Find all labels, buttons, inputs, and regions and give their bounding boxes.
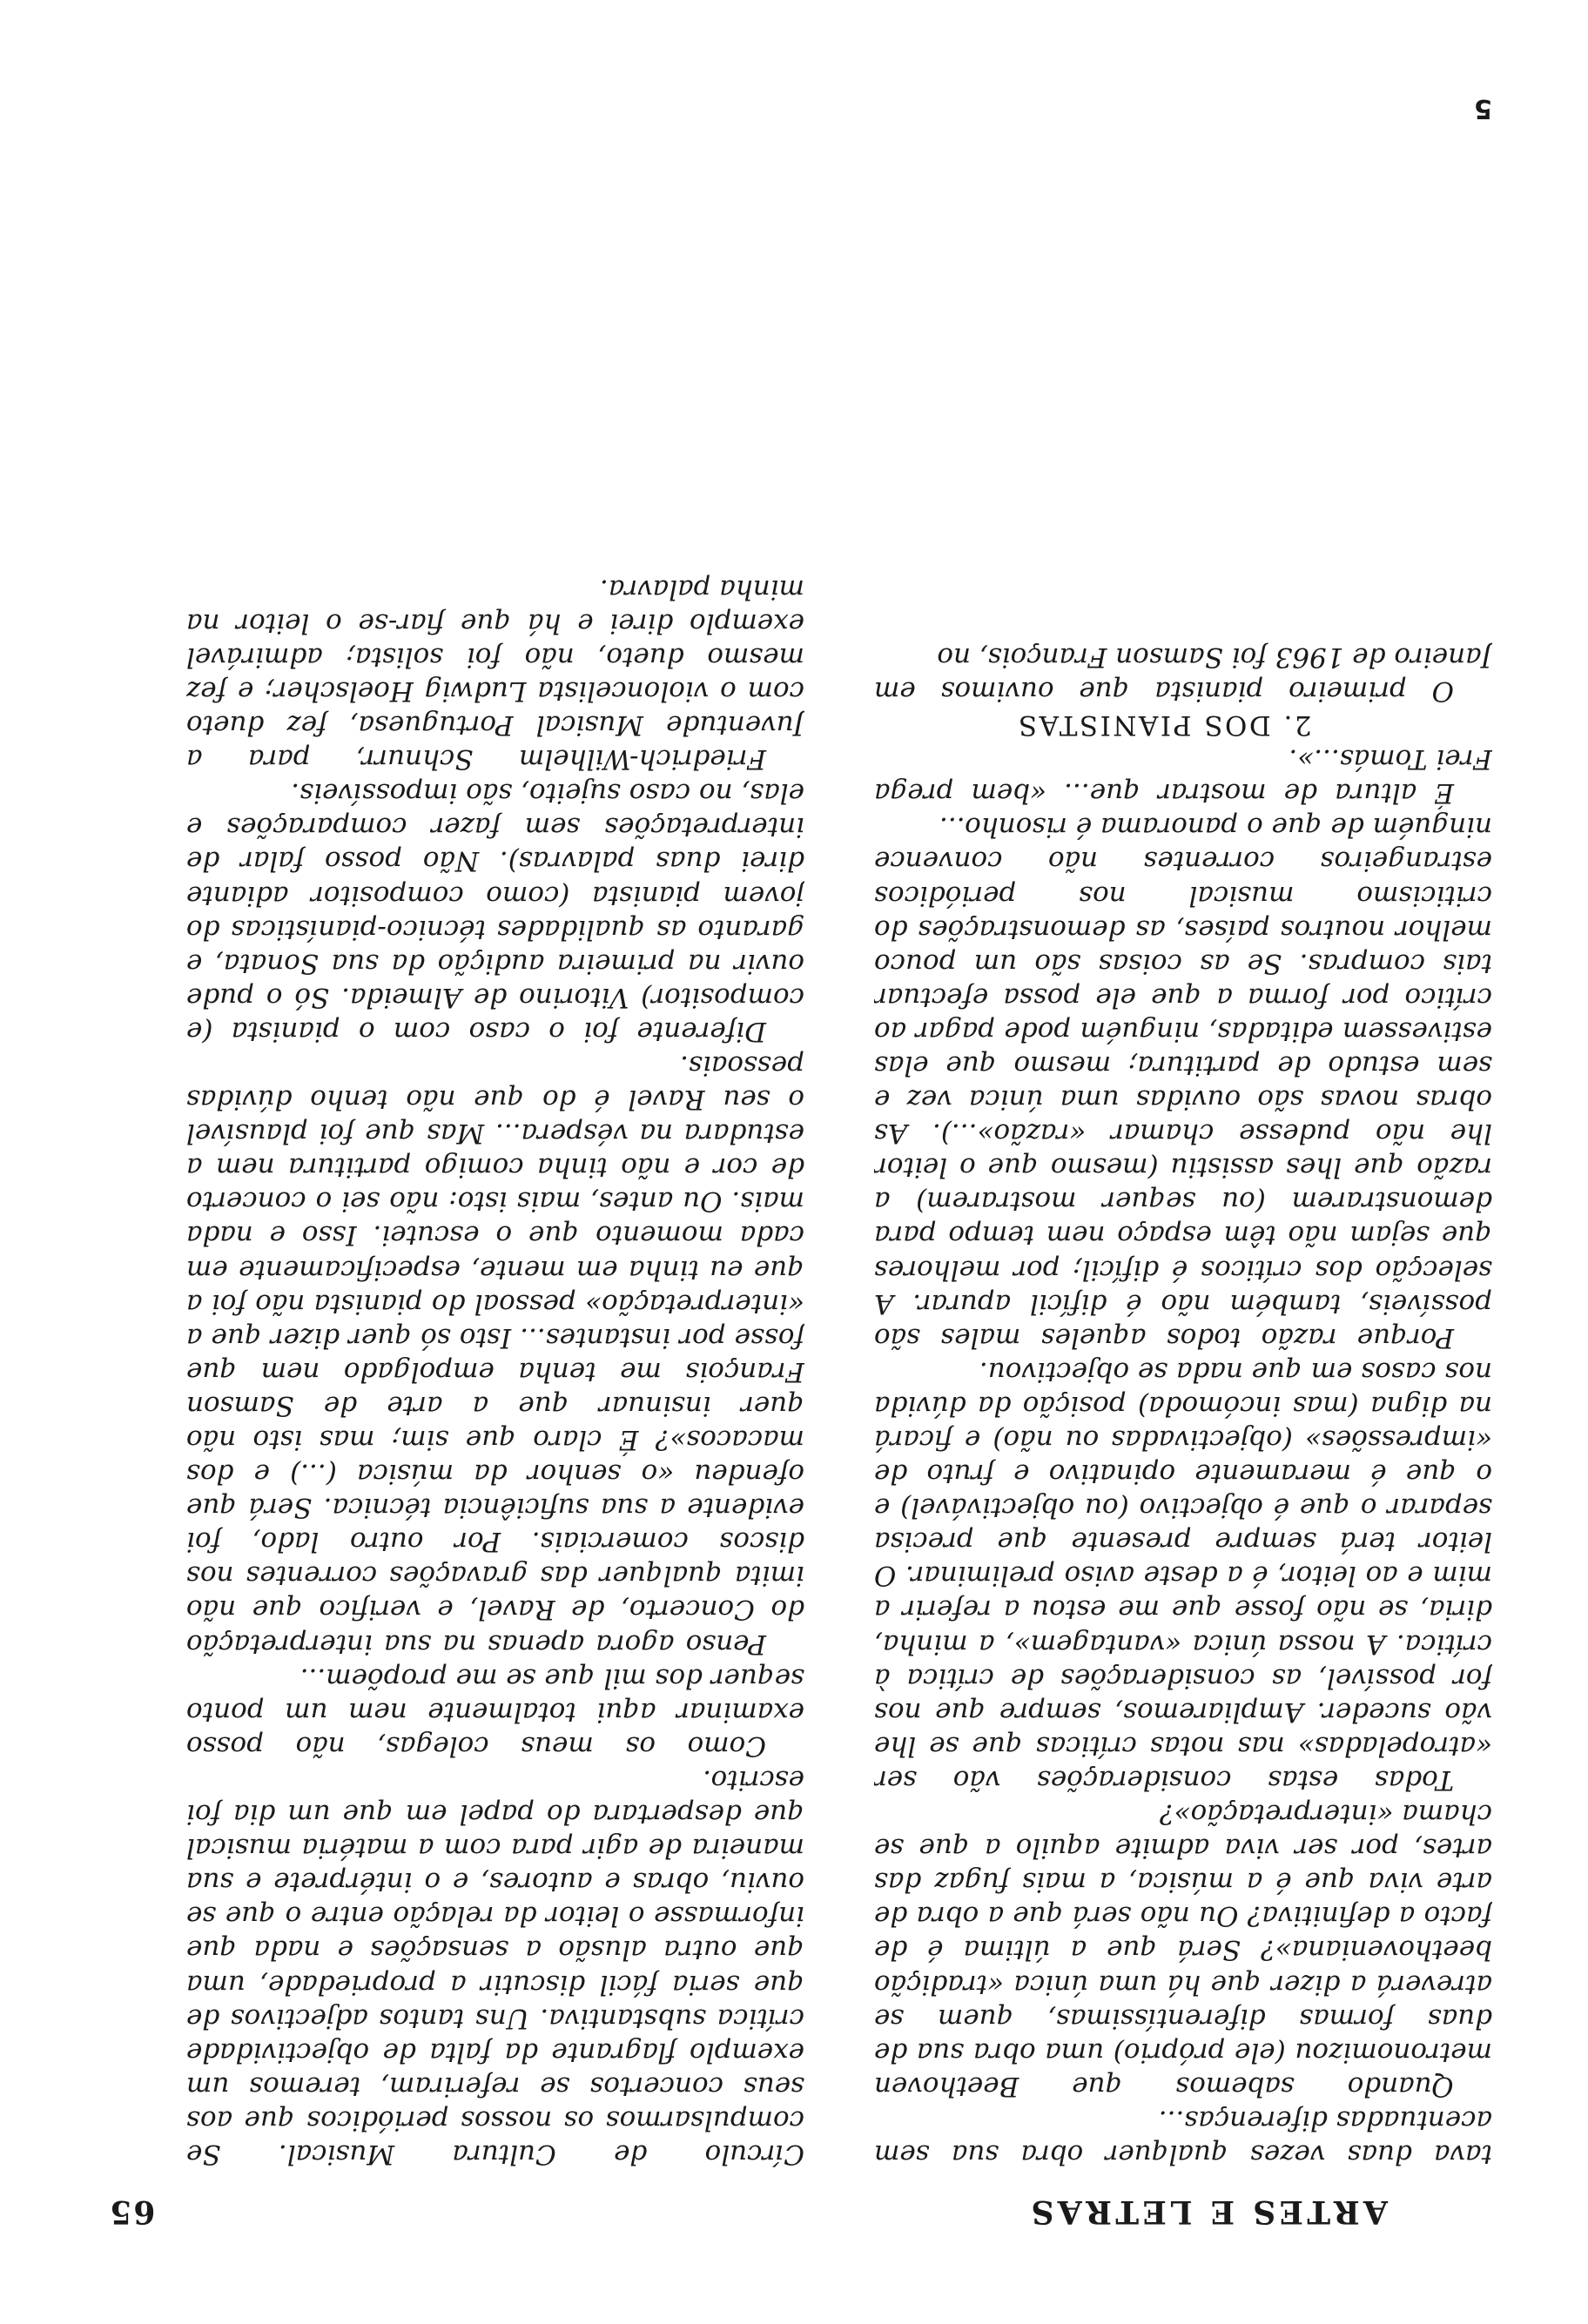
paragraph: Friedrich-Wilhelm Schnurr, para a Juventude Musical Portuguesa, fez dueto com o violoncelista Ludwig Hoelscher; e fez mesmo dueto, não foi solista; admirável exemplo direi e há que fiar-se o leitor na minha palavra. <box>186 573 804 776</box>
paragraph: tava duas vezes qualquer obra sua sem acentuadas diferenças... <box>874 2104 1492 2170</box>
paragraph: Porque razão todos aqueles males são possíveis, também não é difícil apurar. A selecção dos críticos é difícil; por melhores que sejam não têm espaço nem tempo para demonstrarem (ou sequer mostrarem) a razão que lhes assistiu (mesmo que o leitor lhe não pudesse chamar «razão»...). As obras novas são ouvidas uma única vez e sem estudo de partitura; mesmo que elas estivessem editadas, ninguém pode pagar ao crítico por forma a que ele possa efectuar tais compras. Se as coisas são um pouco melhor noutros países, as demonstrações do criticismo musical nos periódicos estrangeiros correntes não convence ninguém de que o panorama é risonho... <box>874 811 1492 1353</box>
page-number: 65 <box>108 2193 156 2230</box>
right-column <box>186 169 804 2171</box>
left-column <box>874 169 1492 2171</box>
paragraph: É altura de mostrar que... «bem prega Frei Tomás...». <box>874 743 1492 809</box>
paragraph: O primeiro pianista que ouvimos em Janeiro de 1963 foi Samson François, no <box>874 641 1492 707</box>
journal-title: ARTES E LETRAS <box>1027 2193 1388 2230</box>
paragraph: Quando sabemos que Beethoven metronomizou (ele próprio) uma obra sua de duas formas diferentíssimas, quem se atreverá a dizer que há uma única «tradição beethoveniana»? Será que a última é de facto a definitiva? Ou não será que a obra de arte viva que é a música, a mais fugaz das artes, por ser viva admite aquilo a que se chama «interpretação»? <box>874 1798 1492 2102</box>
paragraph: Penso agora apenas na sua interpretação do Concerto, de Ravel, e verifico que não imita qualquer das gravações correntes nos discos comerciais. Por outro lado, foi evidente a sua suficiência técnica. Será que ofendeu «o senhor da música (...) e dos macacos»? É claro que sim; mas isto não quer insinuar que a arte de Samson François me tenha empolgado nem que fosse por instantes... Isto só quer dizer que a «interpretação» pessoal do pianista não foi a que eu tinha em mente, especificamente em cada momento que o escutei. Isso e nada mais. Ou antes, mais isto: não sei o concerto de cor e não tinha comigo partitura nem a estudara na véspera... Mas que foi plausível o seu Ravel é do que não tenho dúvidas pessoais. <box>186 1050 804 1660</box>
running-head <box>108 2186 1388 2230</box>
paragraph: Diferente foi o caso com o pianista (e compositor) Vitorino de Almeida. Só o pude ouvir na primeira audição da sua Sonata, e garanto as qualidades técnico-pianísticas do jovem pianista (como compositor adiante direi duas palavras). Não posso falar de interpretações sem fazer comparações e elas, no caso sujeito, são impossíveis. <box>186 777 804 1047</box>
paragraph: Círculo de Cultura Musical. Se compulsarmos os nossos periódicos que aos seus concertos se referiram, teremos um exemplo flagrante da falta de objectividade crítica substantiva. Uns tantos adjectivos de que seria fácil discutir a propriedade, uma que outra alusão a sensações e nada que informasse o leitor da relação entre o que se ouviu, obras e autores, e o intérprete e sua maneira de agir para com a matéria musical que despertara do papel em que um dia foi escrito. <box>186 1763 804 2170</box>
section-heading: 2. DOS PIANISTAS <box>1016 709 1312 742</box>
signature-mark: 5 <box>1474 93 1492 124</box>
paragraph: Todas estas considerações vão ser «atropeladas» nas notas críticas que se lhe vão suceder. Ampliaremos, sempre que nos for possível, as considerações de crítica à crítica. A nossa única «vantagem», a minha, diria, se não fosse que me estou a referir a mim e ao leitor, é a deste aviso preliminar. O leitor terá sempre presente que precisa separar o que é objectivo (ou objectivável) e o que é meramente opinativo e fruto de «impressões» (objectivadas ou não) e ficará na digna (mas incómoda) posição da dúvida nos casos em que nada se objectivou. <box>874 1355 1492 1796</box>
paragraph: Como os meus colegas, não posso examinar aqui totalmente nem um ponto sequer dos mil que se me propõem... <box>186 1662 804 1762</box>
